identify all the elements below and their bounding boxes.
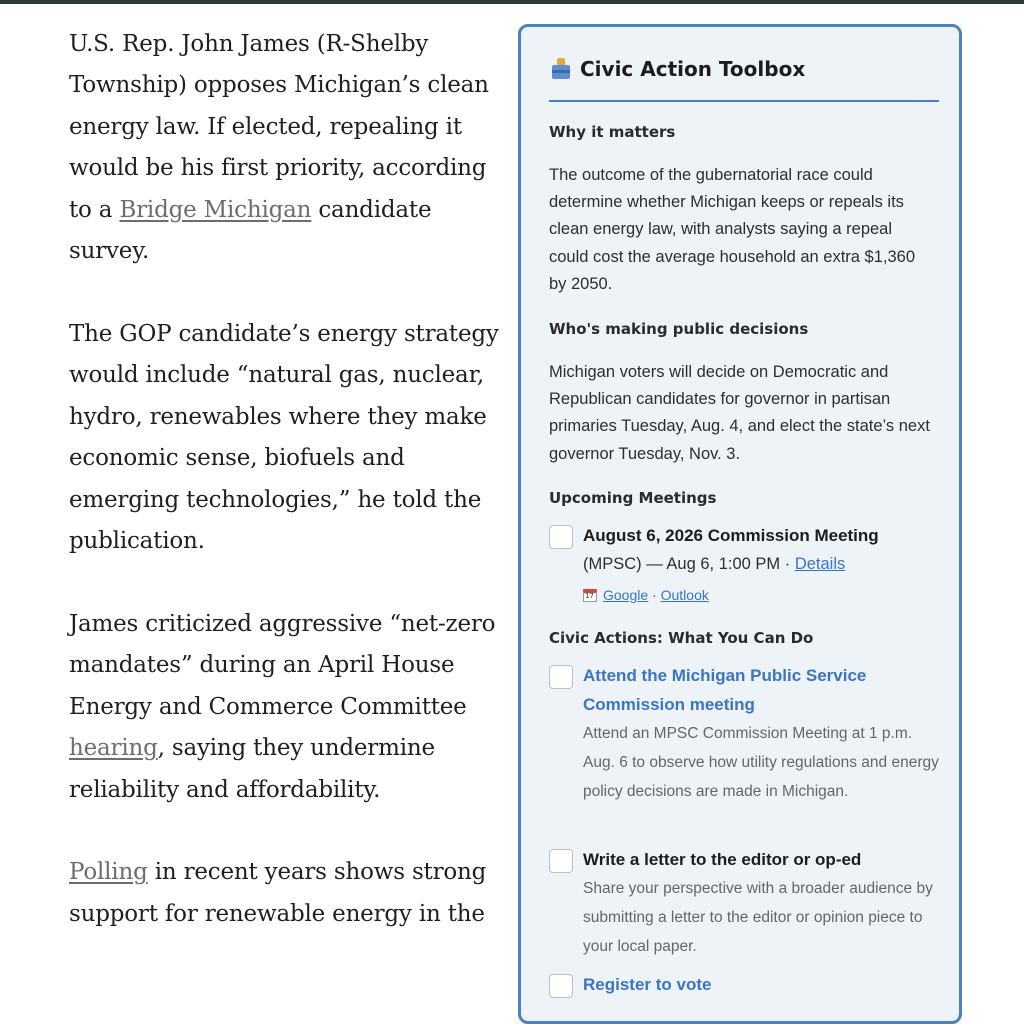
paragraph-text: candidate survey. bbox=[69, 196, 432, 265]
separator: · bbox=[648, 587, 661, 603]
public-decisions-heading: Who's making public decisions bbox=[549, 320, 809, 338]
action-checkbox-letter[interactable] bbox=[549, 849, 573, 873]
why-it-matters-heading: Why it matters bbox=[549, 123, 676, 141]
paragraph-text: U.S. Rep. John James (R-Shelby Township) opposes Michigan’s clean energy law. If elected, repealing it would be his first priority, according to a bbox=[69, 31, 489, 223]
why-it-matters-text: The outcome of the gubernatorial race could determine whether Michigan keeps or repeals its clean energy law, with analysts saying a repeal could cost the average household an extra $1,360 by 2050. bbox=[549, 166, 916, 293]
google-calendar-link[interactable]: Google bbox=[603, 587, 649, 603]
toolbox-title: Civic Action Toolbox bbox=[580, 57, 806, 81]
bridge-michigan-link[interactable]: Bridge Michigan bbox=[119, 196, 312, 223]
article-paragraph-2: The GOP candidate’s energy strategy would include “natural gas, nuclear, hydro, renewables where they make economic sense, biofuels and emerging technologies,” he told the publication. bbox=[69, 320, 499, 554]
meeting-title: August 6, 2026 Commission Meeting bbox=[583, 526, 879, 545]
action-title-letter[interactable]: Write a letter to the editor or op-ed bbox=[583, 850, 862, 869]
upcoming-meetings-heading: Upcoming Meetings bbox=[549, 489, 717, 507]
article-body bbox=[69, 24, 499, 977]
civic-action-toolbox bbox=[518, 24, 962, 1024]
hearing-link[interactable]: hearing bbox=[69, 735, 158, 762]
paragraph-text: , saying they undermine reliability and affordability. bbox=[69, 735, 435, 803]
toolbox-header bbox=[549, 55, 939, 102]
meeting-detail bbox=[583, 550, 943, 579]
civic-actions-heading: Civic Actions: What You Can Do bbox=[549, 629, 814, 647]
meeting-time: (MPSC) — Aug 6, 1:00 PM · bbox=[583, 555, 795, 573]
action-desc-attend: Attend an MPSC Commission Meeting at 1 p.m. Aug. 6 to observe how utility regulations and energy policy decisions are made in Michigan. bbox=[583, 725, 939, 800]
outlook-calendar-link[interactable]: Outlook bbox=[660, 587, 709, 603]
meeting-checkbox[interactable] bbox=[549, 525, 573, 549]
action-title-attend[interactable]: Attend the Michigan Public Service Commission meeting bbox=[583, 666, 867, 714]
calendar-icon: 17 bbox=[583, 589, 597, 602]
calendar-links bbox=[583, 579, 943, 611]
meeting-details-link[interactable]: Details bbox=[794, 555, 846, 573]
action-item-letter bbox=[583, 845, 943, 961]
action-title-register[interactable]: Register to vote bbox=[583, 975, 712, 994]
article-paragraph-1 bbox=[69, 24, 499, 272]
article-paragraph-4 bbox=[69, 852, 499, 935]
paragraph-text: in recent years shows strong support for renewable energy in the bbox=[69, 859, 487, 927]
polling-link[interactable]: Polling bbox=[69, 859, 148, 886]
action-item-register bbox=[583, 970, 943, 999]
toolbox-icon bbox=[552, 58, 570, 78]
paragraph-text: James criticized aggressive “net-zero mandates” during an April House Energy and Commerce Committee bbox=[69, 610, 496, 720]
public-decisions-text: Michigan voters will decide on Democratic and Republican candidates for governor in partisan primaries Tuesday, Aug. 4, and elect the state’s next governor Tuesday, Nov. 3. bbox=[549, 363, 930, 463]
action-checkbox-attend[interactable] bbox=[549, 665, 573, 689]
action-checkbox-register[interactable] bbox=[549, 974, 573, 998]
action-item-attend bbox=[583, 661, 943, 806]
article-paragraph-3 bbox=[69, 604, 499, 811]
meeting-item bbox=[583, 521, 943, 611]
action-desc-letter: Share your perspective with a broader audience by submitting a letter to the editor or opinion piece to your local paper. bbox=[583, 880, 933, 955]
top-bar bbox=[0, 0, 1024, 4]
